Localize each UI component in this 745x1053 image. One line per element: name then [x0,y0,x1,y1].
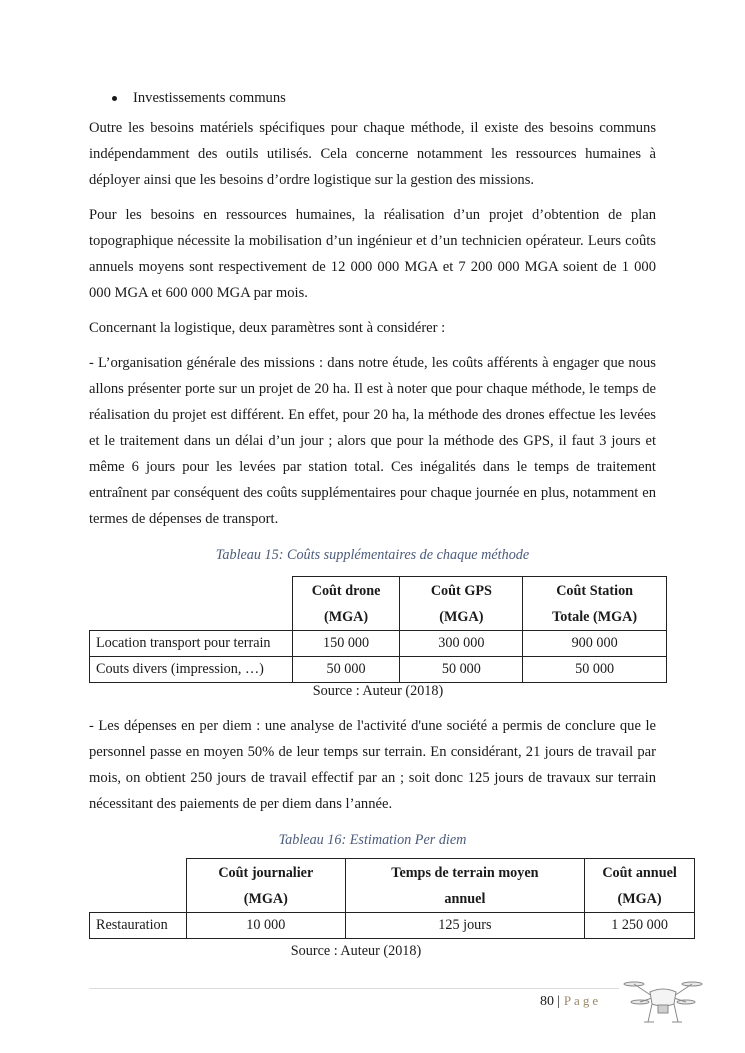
table16 [89,858,695,939]
page-footer [540,991,601,1012]
cell-value: 50 000 [400,657,523,683]
paragraph-logistics-intro: Concernant la logistique, deux paramètres sont à considérer : [89,320,446,336]
row-label: Location transport pour terrain [90,631,293,657]
table-row [90,631,667,657]
header-cost-station [523,577,667,631]
drone-icon [622,972,704,1028]
header-line: (MGA) [439,608,484,625]
table-header-row [90,859,695,913]
header-field-time [345,859,584,913]
header-cost-gps [400,577,523,631]
cell-value: 150 000 [292,631,400,657]
header-line: (MGA) [324,608,369,625]
header-line: Totale (MGA) [552,608,638,625]
paragraph-common-needs: Outre les besoins matériels spécifiques pour chaque méthode, il existe des besoins communs indépendamment des outils utilisés. Cela concerne notamment les ressources humaines à déployer ainsi que les besoins d’ordre logistique sur la gestion des missions. [89,120,656,188]
header-line: Coût GPS [430,582,492,599]
table-row [90,913,695,939]
header-line: Coût journalier [218,864,314,881]
bullet-text: Investissements communs [133,90,286,106]
paragraph-per-diem: - Les dépenses en per diem : une analyse de l'activité d'une société a permis de conclure que le personnel passe en moyen 50% de leur temps sur terrain. En considérant, 21 jours de travail par mois, on obtient 250 jours de travail effectif par an ; soit donc 125 jours de travaux sur terrain nécessitant des paiements de per diem dans l’année. [89,718,656,812]
table-corner [90,577,293,631]
cell-value: 900 000 [523,631,667,657]
footer-divider [89,988,619,989]
paragraph-human-resources: Pour les besoins en ressources humaines, la réalisation d’un projet d’obtention de plan topographique nécessite la mobilisation d’un ingénieur et d’un technicien opérateur. Leurs coûts annuels moyens sont respectivement de 12 000 000 MGA et 7 200 000 MGA soient de 1 000 000 MGA et 600 000 MGA par mois. [89,207,656,301]
header-line: Coût drone [311,582,381,599]
header-cost-drone [292,577,400,631]
header-line: Coût Station [556,582,634,599]
header-line: Temps de terrain moyen [391,864,539,881]
header-line: Coût annuel [602,864,677,881]
header-daily-cost [186,859,345,913]
header-line: (MGA) [617,890,662,907]
header-line: annuel [444,890,486,907]
paragraph-mission-organisation: - L’organisation générale des missions : dans notre étude, les coûts afférents à engager que nous allons présenter porte sur un projet de 20 ha. Il est à noter que pour chaque méthode, le temps de réalisation du projet est différent. En effet, pour 20 ha, la méthode des drones effectue les levées et le traitement dans un délai d’un jour ; alors que pour la méthode des GPS, il faut 3 jours et même 6 jours pour les levées par station total. Ces inégalités dans le temps de traitement entraînent par conséquent des coûts supplémentaires pour chaque journée en plus, notamment en termes de dépenses de transport. [89,355,656,527]
cell-value: 125 jours [345,913,584,939]
table-corner [90,859,187,913]
table16-caption: Tableau 16: Estimation Per diem [278,832,467,848]
cell-value: 10 000 [186,913,345,939]
table-row [90,657,667,683]
cell-value: 50 000 [292,657,400,683]
row-label: Couts divers (impression, …) [90,657,293,683]
bullet-item [112,88,286,108]
header-annual-cost [585,859,695,913]
table-header-row [90,577,667,631]
cell-value: 1 250 000 [585,913,695,939]
page-word: Page [563,993,602,1008]
table15 [89,576,667,683]
table15-source: Source : Auteur (2018) [312,683,444,699]
header-line: (MGA) [243,890,288,907]
table16-source: Source : Auteur (2018) [290,943,422,959]
row-label: Restauration [90,913,187,939]
cell-value: 50 000 [523,657,667,683]
cell-value: 300 000 [400,631,523,657]
page-number: 80 [540,994,554,1009]
footer-separator: | [557,994,560,1009]
bullet-dot-icon [112,96,117,101]
table15-caption: Tableau 15: Coûts supplémentaires de chaque méthode [215,547,530,563]
